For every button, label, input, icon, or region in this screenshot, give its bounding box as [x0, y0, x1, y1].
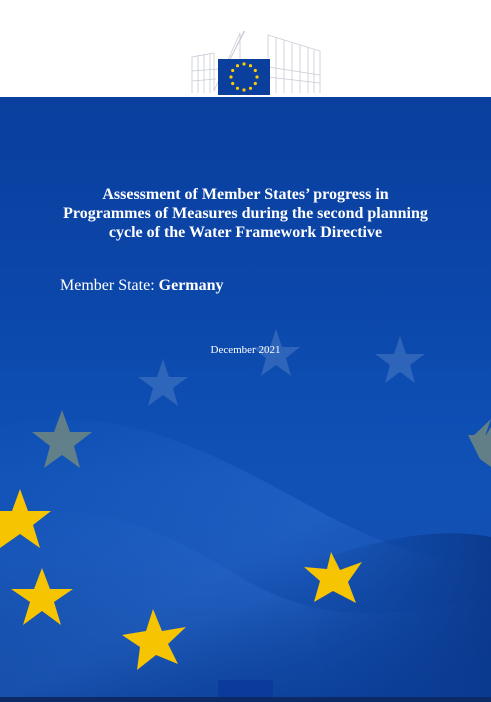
bottom-rule — [0, 697, 491, 702]
publication-date: December 2021 — [210, 344, 281, 356]
member-state-label: Member State: — [60, 277, 159, 294]
document-title: Assessment of Member States’ progress in Programmes of Measures during the second planning cycle of the Water Framework Directive — [63, 186, 428, 241]
member-state-line — [60, 276, 440, 296]
bottom-tab — [218, 680, 273, 697]
member-state-value: Germany — [158, 277, 224, 294]
cover-background — [0, 97, 491, 700]
